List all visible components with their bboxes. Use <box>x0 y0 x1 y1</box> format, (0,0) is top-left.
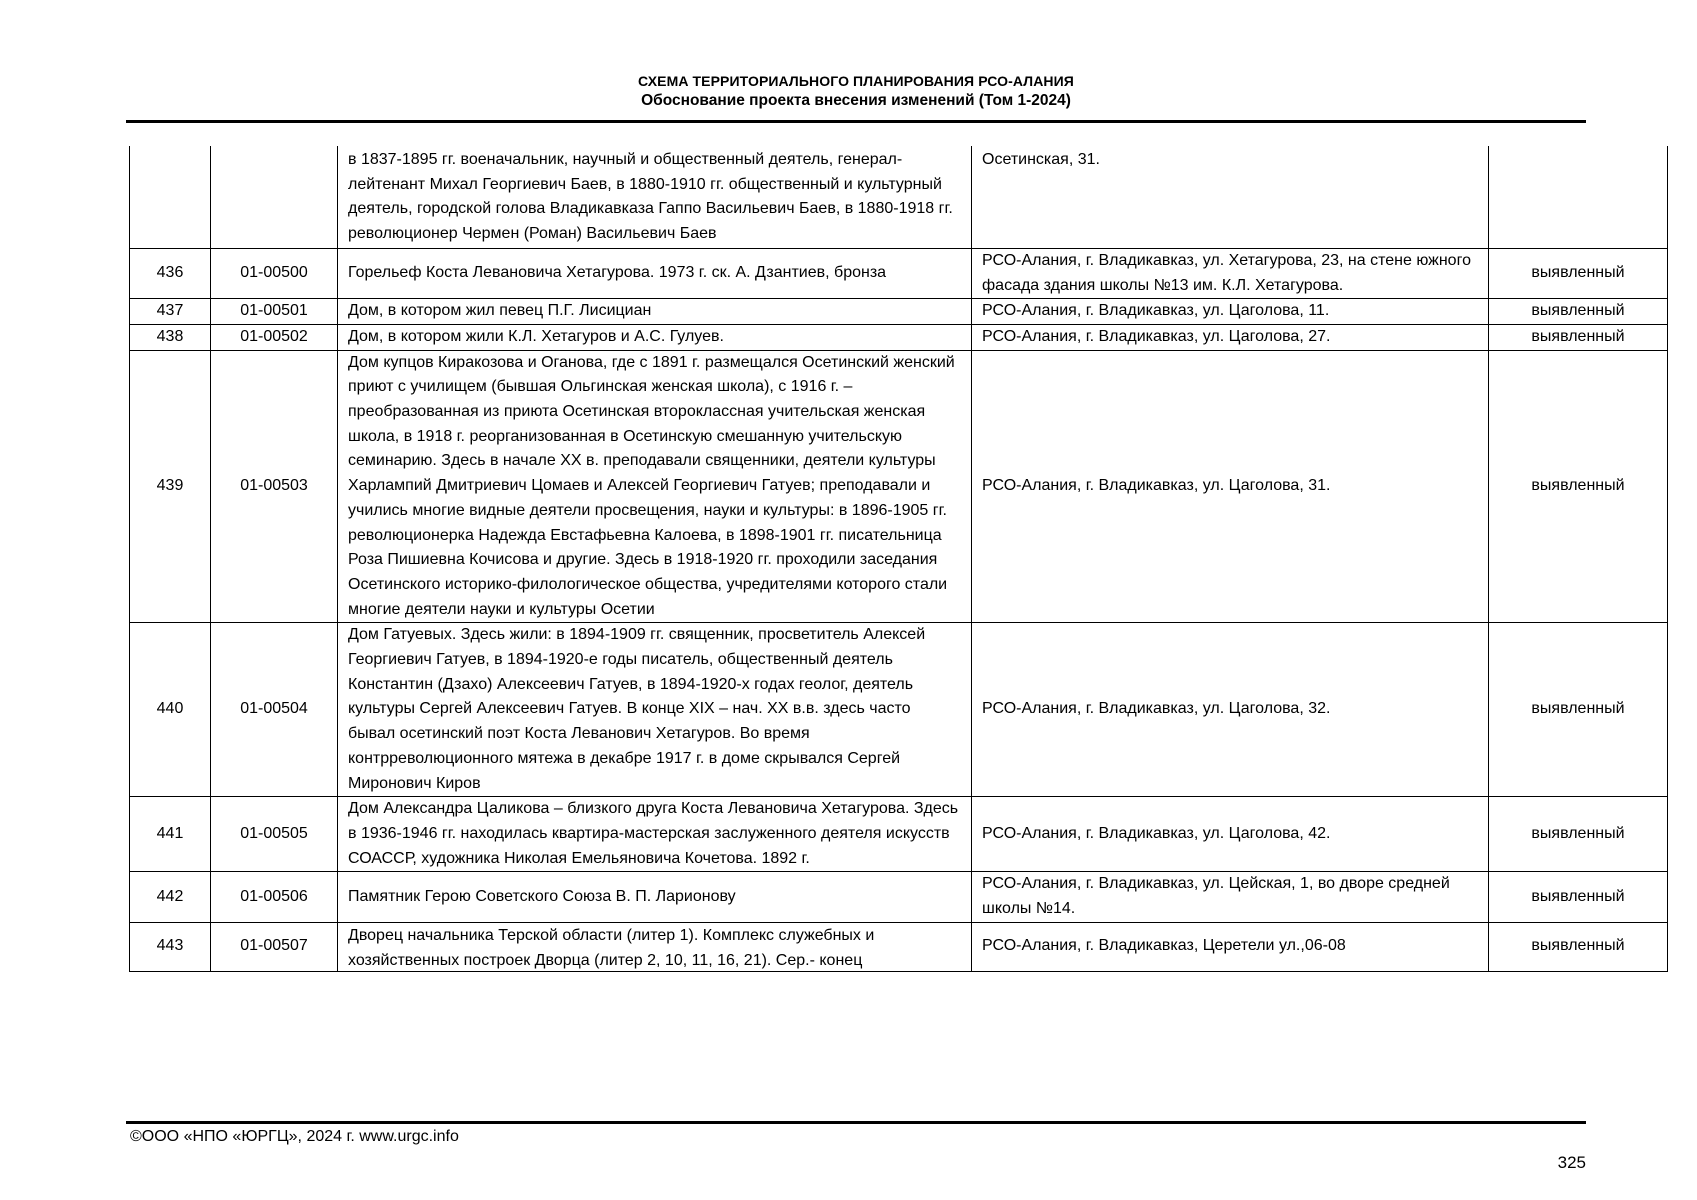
document-subtitle: Обоснование проекта внесения изменений (Том 1-2024) <box>641 92 1071 109</box>
table-row <box>130 623 1668 797</box>
registry-code-cell: 01-00505 <box>211 797 338 872</box>
status-cell: выявленный <box>1489 922 1668 971</box>
table-row-continuation <box>130 146 1668 248</box>
table-row <box>130 797 1668 872</box>
row-number-cell: 438 <box>130 324 211 350</box>
address-cell: РСО-Алания, г. Владикавказ, ул. Хетагурова, 23, на стене южного фасада здания школы №13 им. К.Л. Хетагурова. <box>972 248 1489 298</box>
status-cell: выявленный <box>1489 324 1668 350</box>
description-cell: Дом Александра Цаликова – близкого друга Коста Левановича Хетагурова. Здесь в 1936-1946 гг. находилась квартира-мастерская заслуженного деятеля искусств СОАССР, художника Николая Емельяновича Кочетова. 1892 г. <box>338 797 972 872</box>
status-cell <box>1489 146 1668 248</box>
table-row <box>130 324 1668 350</box>
registry-code-cell <box>211 146 338 248</box>
registry-code-cell: 01-00502 <box>211 324 338 350</box>
description-cell: Памятник Герою Советского Союза В. П. Ларионову <box>338 872 972 922</box>
footer-divider <box>126 1121 1586 1124</box>
row-number-cell: 437 <box>130 299 211 325</box>
address-cell: РСО-Алания, г. Владикавказ, ул. Цаголова, 27. <box>972 324 1489 350</box>
description-cell: в 1837-1895 гг. военачальник, научный и общественный деятель, генерал-лейтенант Михал Георгиевич Баев, в 1880-1910 гг. общественный и культурный деятель, городской голова Владикавказа Гаппо Васильевич Баев, в 1880-1918 гг. революционер Чермен (Роман) Васильевич Баев <box>338 146 972 248</box>
status-cell: выявленный <box>1489 797 1668 872</box>
table-row <box>130 872 1668 922</box>
registry-code-cell: 01-00503 <box>211 350 338 623</box>
description-cell: Дом Гатуевых. Здесь жили: в 1894-1909 гг. священник, просветитель Алексей Георгиевич Гатуев, в 1894-1920-е годы писатель, общественный деятель Константин (Дзахо) Алексеевич Гатуев, в 1894-1920-х годах геолог, деятель культуры Сергей Алексеевич Гатуев. В конце XIX – нач. XX в.в. здесь часто бывал осетинский поэт Коста Леванович Хетагуров. Во время контрреволюционного мятежа в декабре 1917 г. в доме скрывался Сергей Миронович Киров <box>338 623 972 797</box>
status-cell: выявленный <box>1489 872 1668 922</box>
address-cell: РСО-Алания, г. Владикавказ, ул. Цаголова, 31. <box>972 350 1489 623</box>
description-cell: Дом купцов Киракозова и Оганова, где с 1891 г. размещался Осетинский женский приют с училищем (бывшая Ольгинская женская школа), с 1916 г. – преобразованная из приюта Осетинская второклассная учительская женская школа, в 1918 г. реорганизованная в Осетинскую смешанную учительскую семинарию. Здесь в начале XX в. преподавали священники, деятели культуры Харлампий Дмитриевич Цомаев и Алексей Георгиевич Гатуев; преподавали и учились многие видные деятели просвещения, науки и культуры: в 1896-1905 гг. революционерка Надежда Евстафьевна Калоева, в 1898-1901 гг. писательница Роза Пишиевна Кочисова и другие. Здесь в 1918-1920 гг. проходили заседания Осетинского историко-филологическое общества, учредителями которого стали многие деятели науки и культуры Осетии <box>338 350 972 623</box>
address-cell: РСО-Алания, г. Владикавказ, ул. Цейская, 1, во дворе средней школы №14. <box>972 872 1489 922</box>
registry-code-cell: 01-00507 <box>211 922 338 971</box>
status-cell: выявленный <box>1489 248 1668 298</box>
description-cell: Дом, в котором жили К.Л. Хетагуров и А.С. Гулуев. <box>338 324 972 350</box>
description-cell: Горельеф Коста Левановича Хетагурова. 1973 г. ск. А. Дзантиев, бронза <box>338 248 972 298</box>
address-cell: РСО-Алания, г. Владикавказ, ул. Цаголова, 32. <box>972 623 1489 797</box>
table-row <box>130 350 1668 623</box>
row-number-cell: 442 <box>130 872 211 922</box>
address-cell: РСО-Алания, г. Владикавказ, Церетели ул.,06-08 <box>972 922 1489 971</box>
description-cell: Дом, в котором жил певец П.Г. Лисициан <box>338 299 972 325</box>
table-row <box>130 248 1668 298</box>
heritage-objects-table <box>129 146 1668 972</box>
status-cell: выявленный <box>1489 350 1668 623</box>
address-cell: РСО-Алания, г. Владикавказ, ул. Цаголова, 42. <box>972 797 1489 872</box>
registry-code-cell: 01-00501 <box>211 299 338 325</box>
copyright-text: ©ООО «НПО «ЮРГЦ», 2024 г. www.urgc.info <box>130 1128 459 1145</box>
address-cell: РСО-Алания, г. Владикавказ, ул. Цаголова, 11. <box>972 299 1489 325</box>
description-text: Дворец начальника Терской области (литер 1). Комплекс служебных и хозяйственных построек Дворца (литер 2, 10, 11, 16, 21). Сер.- конец <box>348 926 875 969</box>
header-divider <box>126 120 1586 123</box>
row-number-cell: 436 <box>130 248 211 298</box>
status-cell: выявленный <box>1489 623 1668 797</box>
registry-code-cell: 01-00504 <box>211 623 338 797</box>
document-title: СХЕМА ТЕРРИТОРИАЛЬНОГО ПЛАНИРОВАНИЯ РСО-АЛАНИЯ <box>638 73 1074 89</box>
table-row <box>130 299 1668 325</box>
address-cell: Осетинская, 31. <box>972 146 1489 248</box>
row-number-cell <box>130 146 211 248</box>
description-cell <box>338 922 972 971</box>
page-header <box>126 72 1586 111</box>
registry-code-cell: 01-00500 <box>211 248 338 298</box>
status-cell: выявленный <box>1489 299 1668 325</box>
row-number-cell: 439 <box>130 350 211 623</box>
registry-code-cell: 01-00506 <box>211 872 338 922</box>
page-number: 325 <box>1557 1153 1586 1172</box>
row-number-cell: 443 <box>130 922 211 971</box>
table-row <box>130 922 1668 971</box>
row-number-cell: 440 <box>130 623 211 797</box>
row-number-cell: 441 <box>130 797 211 872</box>
